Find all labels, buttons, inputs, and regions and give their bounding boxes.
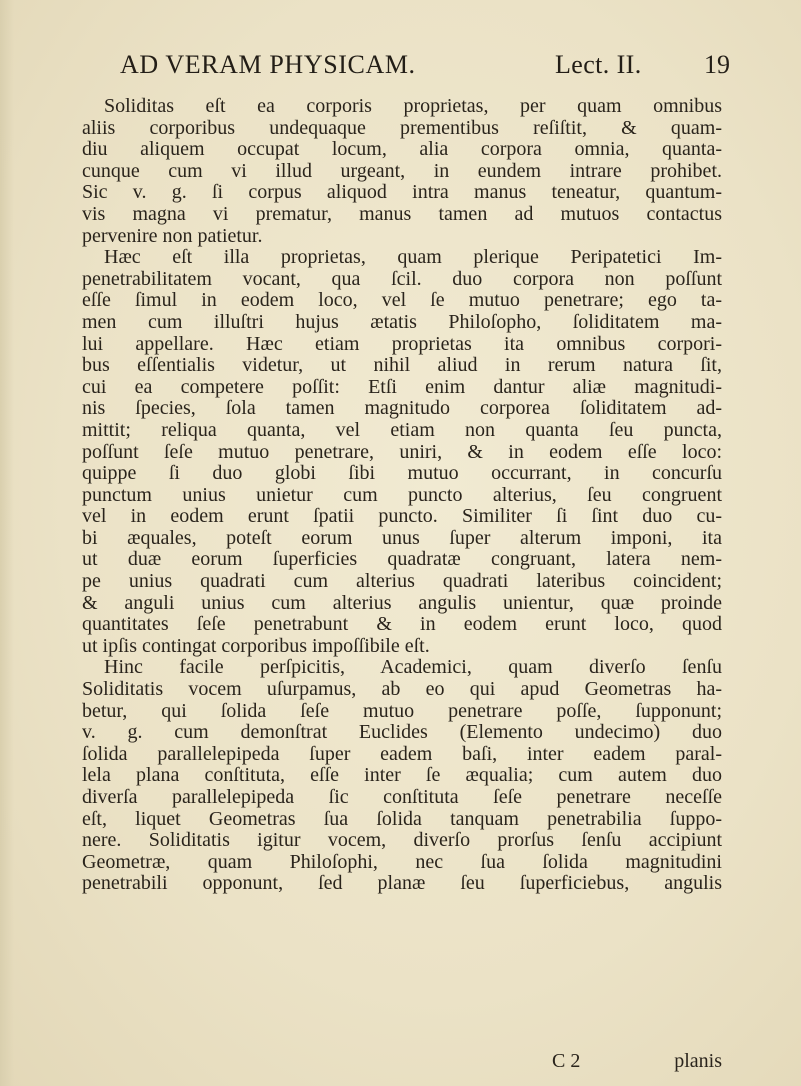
text-line: Sic v. g. ſi corpus aliquod intra manus teneatur, quantum- bbox=[82, 181, 722, 204]
text-line: cunque cum vi illud urgeant, in eundem intrare prohibet. bbox=[82, 159, 722, 182]
text-line: vis magna vi prematur, manus tamen ad mutuos contactus bbox=[82, 202, 722, 225]
text-line: lui appellare. Hæc etiam proprietas ita omnibus corpori- bbox=[82, 332, 722, 355]
text-line: & anguli unius cum alterius angulis unientur, quæ proinde bbox=[82, 591, 722, 614]
text-line: lela plana conſtituta, eſſe inter ſe æqualia; cum autem duo bbox=[82, 764, 722, 787]
text-line: eſſe ſimul in eodem loco, vel ſe mutuo penetrare; ego ta- bbox=[82, 289, 722, 312]
text-line: diverſa parallelepipeda ſic conſtituta ſeſe penetrare neceſſe bbox=[82, 786, 722, 808]
text-line: penetrabili opponunt, ſed planæ ſeu ſuperficiebus, angulis bbox=[82, 872, 722, 895]
text-line: Geometræ, quam Philoſophi, nec ſua ſolida magnitudini bbox=[82, 850, 722, 873]
text-line: Hinc facile perſpicitis, Academici, quam diverſo ſenſu bbox=[104, 656, 722, 679]
text-line: ut duæ eorum ſuperficies quadratæ congruant, latera nem- bbox=[82, 548, 722, 571]
text-line: nis ſpecies, ſola tamen magnitudo corporea ſoliditatem ad- bbox=[82, 397, 722, 420]
running-header bbox=[120, 50, 730, 86]
text-line: nere. Soliditatis igitur vocem, diverſo prorſus ſenſu accipiunt bbox=[82, 829, 722, 852]
lecture-number: Lect. II. bbox=[555, 50, 642, 79]
text-line: ſolida parallelepipeda ſuper eadem baſi, inter eadem paral- bbox=[82, 742, 722, 765]
body-text bbox=[82, 96, 722, 895]
text-line: bus eſſentialis videtur, ut nihil aliud in rerum natura ſit, bbox=[82, 354, 722, 377]
text-line: mittit; reliqua quanta, vel etiam non quanta ſeu puncta, bbox=[82, 418, 722, 441]
text-line: vel in eodem erunt ſpatii puncto. Similiter ſi ſint duo cu- bbox=[82, 505, 722, 528]
running-title: AD VERAM PHYSICAM. bbox=[120, 50, 416, 79]
text-line: eſt, liquet Geometras ſua ſolida tanquam penetrabilia ſuppo- bbox=[82, 807, 722, 830]
text-line: betur, qui ſolida ſeſe mutuo penetrare poſſe, ſupponunt; bbox=[82, 699, 722, 722]
text-line: men cum illuſtri hujus ætatis Philoſopho, ſoliditatem ma- bbox=[82, 310, 722, 333]
text-line: diu aliquem occupat locum, alia corpora omnia, quanta- bbox=[82, 138, 722, 161]
page-number: 19 bbox=[704, 50, 730, 79]
text-line: bi æquales, poteſt eorum unus ſuper alterum imponi, ita bbox=[82, 526, 722, 549]
text-line: punctum unius unietur cum puncto alterius, ſeu congruent bbox=[82, 483, 722, 506]
text-line: aliis corporibus undequaque prementibus reſiſtit, & quam- bbox=[82, 116, 722, 139]
text-line: Hæc eſt illa proprietas, quam plerique Peripatetici Im- bbox=[104, 246, 722, 269]
text-line: Soliditatis vocem uſurpamus, ab eo qui apud Geometras ha- bbox=[82, 678, 722, 701]
catchword: planis bbox=[674, 1050, 722, 1072]
text-line: Soliditas eſt ea corporis proprietas, per quam omnibus bbox=[104, 95, 722, 117]
signature-mark: C 2 bbox=[552, 1050, 581, 1072]
text-line: ut ipſis contingat corporibus impoſſibile eſt. bbox=[82, 634, 430, 657]
text-line: pe unius quadrati cum alterius quadrati lateribus coincident; bbox=[82, 570, 722, 593]
text-line: quippe ſi duo globi ſibi mutuo occurrant, in concurſu bbox=[82, 462, 722, 485]
text-line: poſſunt ſeſe mutuo penetrare, uniri, & in eodem eſſe loco: bbox=[82, 440, 722, 463]
text-line: cui ea competere poſſit: Etſi enim dantur aliæ magnitudi- bbox=[82, 375, 722, 398]
text-line: penetrabilitatem vocant, qua ſcil. duo corpora non poſſunt bbox=[82, 267, 722, 290]
page-footer bbox=[82, 1050, 722, 1074]
text-line: v. g. cum demonſtrat Euclides (Elemento undecimo) duo bbox=[82, 721, 722, 744]
text-line: quantitates ſeſe penetrabunt & in eodem erunt loco, quod bbox=[82, 613, 722, 636]
text-line: pervenire non patietur. bbox=[82, 224, 263, 247]
page-edge-shadow bbox=[0, 0, 14, 1086]
